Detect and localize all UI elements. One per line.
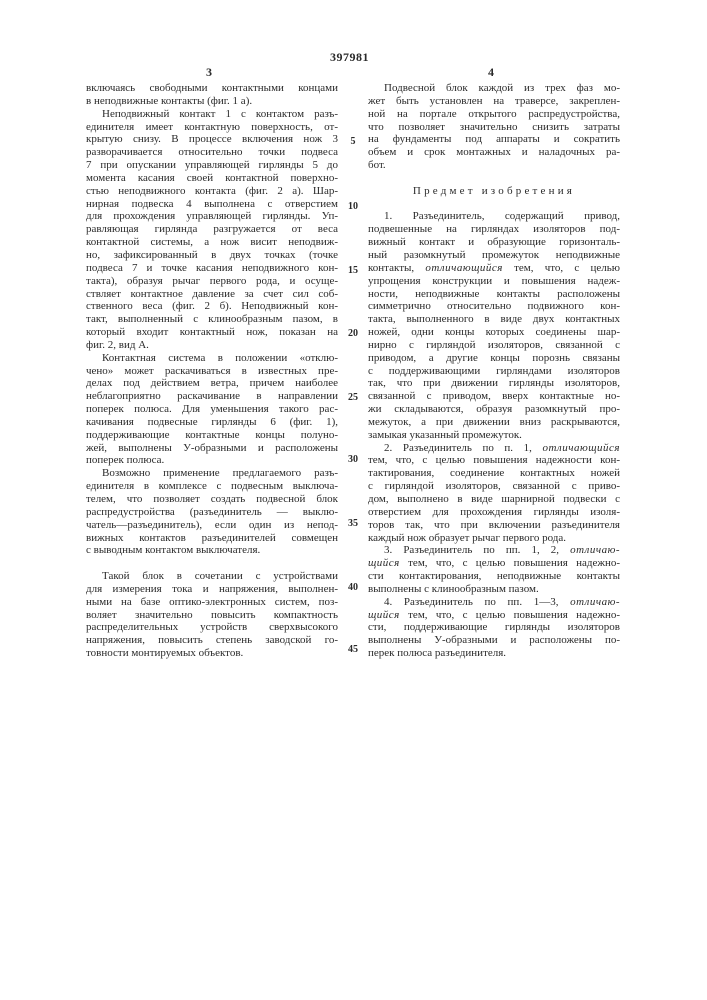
emphasized-term: щийся [368, 609, 400, 621]
text-line: распределительных устройств сверхвысокого [86, 621, 338, 634]
text-segment: контакты, [368, 262, 425, 274]
text-line: жет быть установлен на траверсе, закреплен- [368, 95, 620, 108]
text-line: ной на портале открытого распредустройства, [368, 108, 620, 121]
right-column [368, 82, 620, 660]
text-line: нирная подвеска 4 выполнена с отверстием [86, 198, 338, 211]
text-line: Контактная система в положении «отклю- [86, 352, 338, 365]
text-line [368, 544, 620, 557]
text-line: что позволяет значительно снизить затраты [368, 121, 620, 134]
text-line: ствляет контактное давление за счет сил соб- [86, 288, 338, 301]
text-line: единителя имеет контактную поверхность, от- [86, 121, 338, 134]
text-line: телем, что позволяет создать подвесной блок [86, 493, 338, 506]
text-line: равляющая гирлянда разгружается от веса [86, 223, 338, 236]
text-line: для прохождения управляющей гирлянды. Уп- [86, 210, 338, 223]
text-line: в неподвижные контакты (фиг. 1 а). [86, 95, 338, 108]
text-line: крытую снизу. В процессе включения нож 3 [86, 133, 338, 146]
text-line: тактирования, соединение контактных ножей [368, 467, 620, 480]
text-segment: тем, что, с целью [503, 262, 620, 274]
text-line: но, зафиксированный в двух точках (точке [86, 249, 338, 262]
emphasized-term: отличающийся [425, 262, 503, 274]
emphasized-term: отличаю- [570, 544, 620, 556]
paragraph [368, 544, 620, 595]
text-line: вижный контакт и образующие горизонталь- [368, 236, 620, 249]
text-line: ными на базе оптико-электронных систем, поз- [86, 596, 338, 609]
text-line: выполнены с клинообразным пазом. [368, 583, 620, 596]
text-line: подвешенные на гирляндах изоляторов под- [368, 223, 620, 236]
line-number: 15 [345, 265, 361, 276]
page-number-left: 3 [206, 65, 212, 80]
text-line: включаясь свободными контактными концами [86, 82, 338, 95]
text-line: поперек полюса. Для уменьшения такого рас- [86, 403, 338, 416]
text-line: такт, выполненный с клинообразным пазом, в [86, 313, 338, 326]
text-line: подвеса 7 и точке касания неподвижного кон- [86, 262, 338, 275]
emphasized-term: отличаю- [570, 596, 620, 608]
text-segment: тем, что, с целью повышения надежно- [400, 609, 620, 621]
section-heading: Предмет изобретения [368, 185, 620, 198]
text-line: такта, выполненного в виде двух контактных [368, 313, 620, 326]
text-line: торов так, что при включении разъединителя [368, 519, 620, 532]
line-number: 25 [345, 392, 361, 403]
text-line: ножей, одни концы которых соединены шар- [368, 326, 620, 339]
text-line: поперек полюса. [86, 454, 338, 467]
text-line: делах под действием ветра, причем наиболее [86, 377, 338, 390]
text-line: Неподвижный контакт 1 с контактом разъ- [86, 108, 338, 121]
text-line: межуток, а при движении вниз раскрываются, [368, 416, 620, 429]
text-line: так, что при движении гирлянды изоляторов, [368, 377, 620, 390]
text-line: связанной с приводом, вверх контактные но- [368, 390, 620, 403]
text-line: жей, выполнены У-образными и расположены [86, 442, 338, 455]
text-line: выполнены У-образными и расположены по- [368, 634, 620, 647]
text-line: контактной системы, а нож висит неподвиж- [86, 236, 338, 249]
paragraph [368, 210, 620, 441]
paragraph [86, 82, 338, 108]
text-line: ности, неподвижные контакты расположены [368, 288, 620, 301]
text-line: ственного веса (фиг. 2 б). Неподвижный кон- [86, 300, 338, 313]
text-line: с гирляндой изоляторов, связанной с приво- [368, 480, 620, 493]
paragraph [86, 352, 338, 468]
text-line: каждый нож образует рычаг первого рода. [368, 532, 620, 545]
text-line [368, 442, 620, 455]
text-line: упрощения конструкции и повышения надеж- [368, 275, 620, 288]
text-line [368, 609, 620, 622]
line-number: 10 [345, 201, 361, 212]
paragraph [368, 82, 620, 172]
text-line [368, 596, 620, 609]
line-number: 35 [345, 518, 361, 529]
text-line: нирно с гирляндой изоляторов, связанной с [368, 339, 620, 352]
text-line: тем, что, с целью повышения надежности кон- [368, 454, 620, 467]
text-segment: тем, что, с целью повышения надежно- [400, 557, 620, 569]
text-line: напряжения, повысить степень заводской го- [86, 634, 338, 647]
text-line: момента касания своей контактной поверхно- [86, 172, 338, 185]
text-segment: 3. Разъединитель по пп. 1, 2, [384, 544, 570, 556]
text-line: единителя в комплексе с подвесным выключа- [86, 480, 338, 493]
patent-number: 397981 [330, 50, 369, 65]
paragraph [368, 596, 620, 660]
line-number: 20 [345, 328, 361, 339]
paragraph [86, 467, 338, 557]
text-line: дом, выполнено в виде шарнирной подвески с [368, 493, 620, 506]
text-line: с выводным контактом выключателя. [86, 544, 338, 557]
text-line: разворачивается относительно точки подвеса [86, 146, 338, 159]
text-line: 1. Разъединитель, содержащий привод, [368, 210, 620, 223]
text-line: такта), образуя рычаг первого рода, и осуще- [86, 275, 338, 288]
text-line: отверстием для прохождения гирлянды изоля- [368, 506, 620, 519]
text-line [368, 557, 620, 570]
text-line: распредустройства (разъединитель — выклю- [86, 506, 338, 519]
text-line: чено» может раскачиваться в известных пре- [86, 365, 338, 378]
text-line [368, 262, 620, 275]
text-segment: 2. Разъединитель по п. 1, [384, 442, 542, 454]
text-line: замыкая указанный промежуток. [368, 429, 620, 442]
text-line: сти, поддерживающие гирлянды изоляторов [368, 621, 620, 634]
text-line: Возможно применение предлагаемого разъ- [86, 467, 338, 480]
text-line: чатель—разъединитель), если один из непод- [86, 519, 338, 532]
paragraph [86, 108, 338, 352]
text-line: Такой блок в сочетании с устройствами [86, 570, 338, 583]
text-line: бот. [368, 159, 620, 172]
left-column [86, 82, 338, 660]
text-line: объем и срок монтажных и наладочных ра- [368, 146, 620, 159]
text-line: который входит контактный нож, показан на [86, 326, 338, 339]
text-line: перек полюса разъединителя. [368, 647, 620, 660]
text-line: воляет значительно повысить компактность [86, 609, 338, 622]
text-line: на фундаменты под аппараты и сократить [368, 133, 620, 146]
text-line: сти контактирования, неподвижные контакты [368, 570, 620, 583]
text-line: 7 при опускании управляющей гирлянды 5 до [86, 159, 338, 172]
text-line: вижных контактов разъединителей совмещен [86, 532, 338, 545]
page-number-right: 4 [488, 65, 494, 80]
text-line: приводом, а другие концы порознь связаны [368, 352, 620, 365]
line-number: 5 [345, 136, 361, 147]
text-line: для измерения тока и напряжения, выполнен- [86, 583, 338, 596]
emphasized-term: щийся [368, 557, 400, 569]
emphasized-term: отличающийся [542, 442, 620, 454]
text-line: фиг. 2, вид А. [86, 339, 338, 352]
text-line: жи складываются, образуя разомкнутый про- [368, 403, 620, 416]
text-line: стью неподвижного контакта (фиг. 2 а). Шар- [86, 185, 338, 198]
text-line: ный разомкнутый промежуток неподвижные [368, 249, 620, 262]
text-segment: 4. Разъединитель по пп. 1—3, [384, 596, 570, 608]
text-line: поддерживающие контактные концы полуно- [86, 429, 338, 442]
text-line: товности монтируемых объектов. [86, 647, 338, 660]
line-number: 40 [345, 582, 361, 593]
line-number: 30 [345, 454, 361, 465]
paragraph [86, 570, 338, 660]
paragraph [368, 442, 620, 545]
text-line: неблагоприятно раскачивание в направлении [86, 390, 338, 403]
text-line: с поддерживающими гирляндами изоляторов [368, 365, 620, 378]
line-number: 45 [345, 644, 361, 655]
text-line: Подвесной блок каждой из трех фаз мо- [368, 82, 620, 95]
text-line: симметрично относительно подвижного кон- [368, 300, 620, 313]
text-line: качивания подвесные гирлянды 6 (фиг. 1), [86, 416, 338, 429]
